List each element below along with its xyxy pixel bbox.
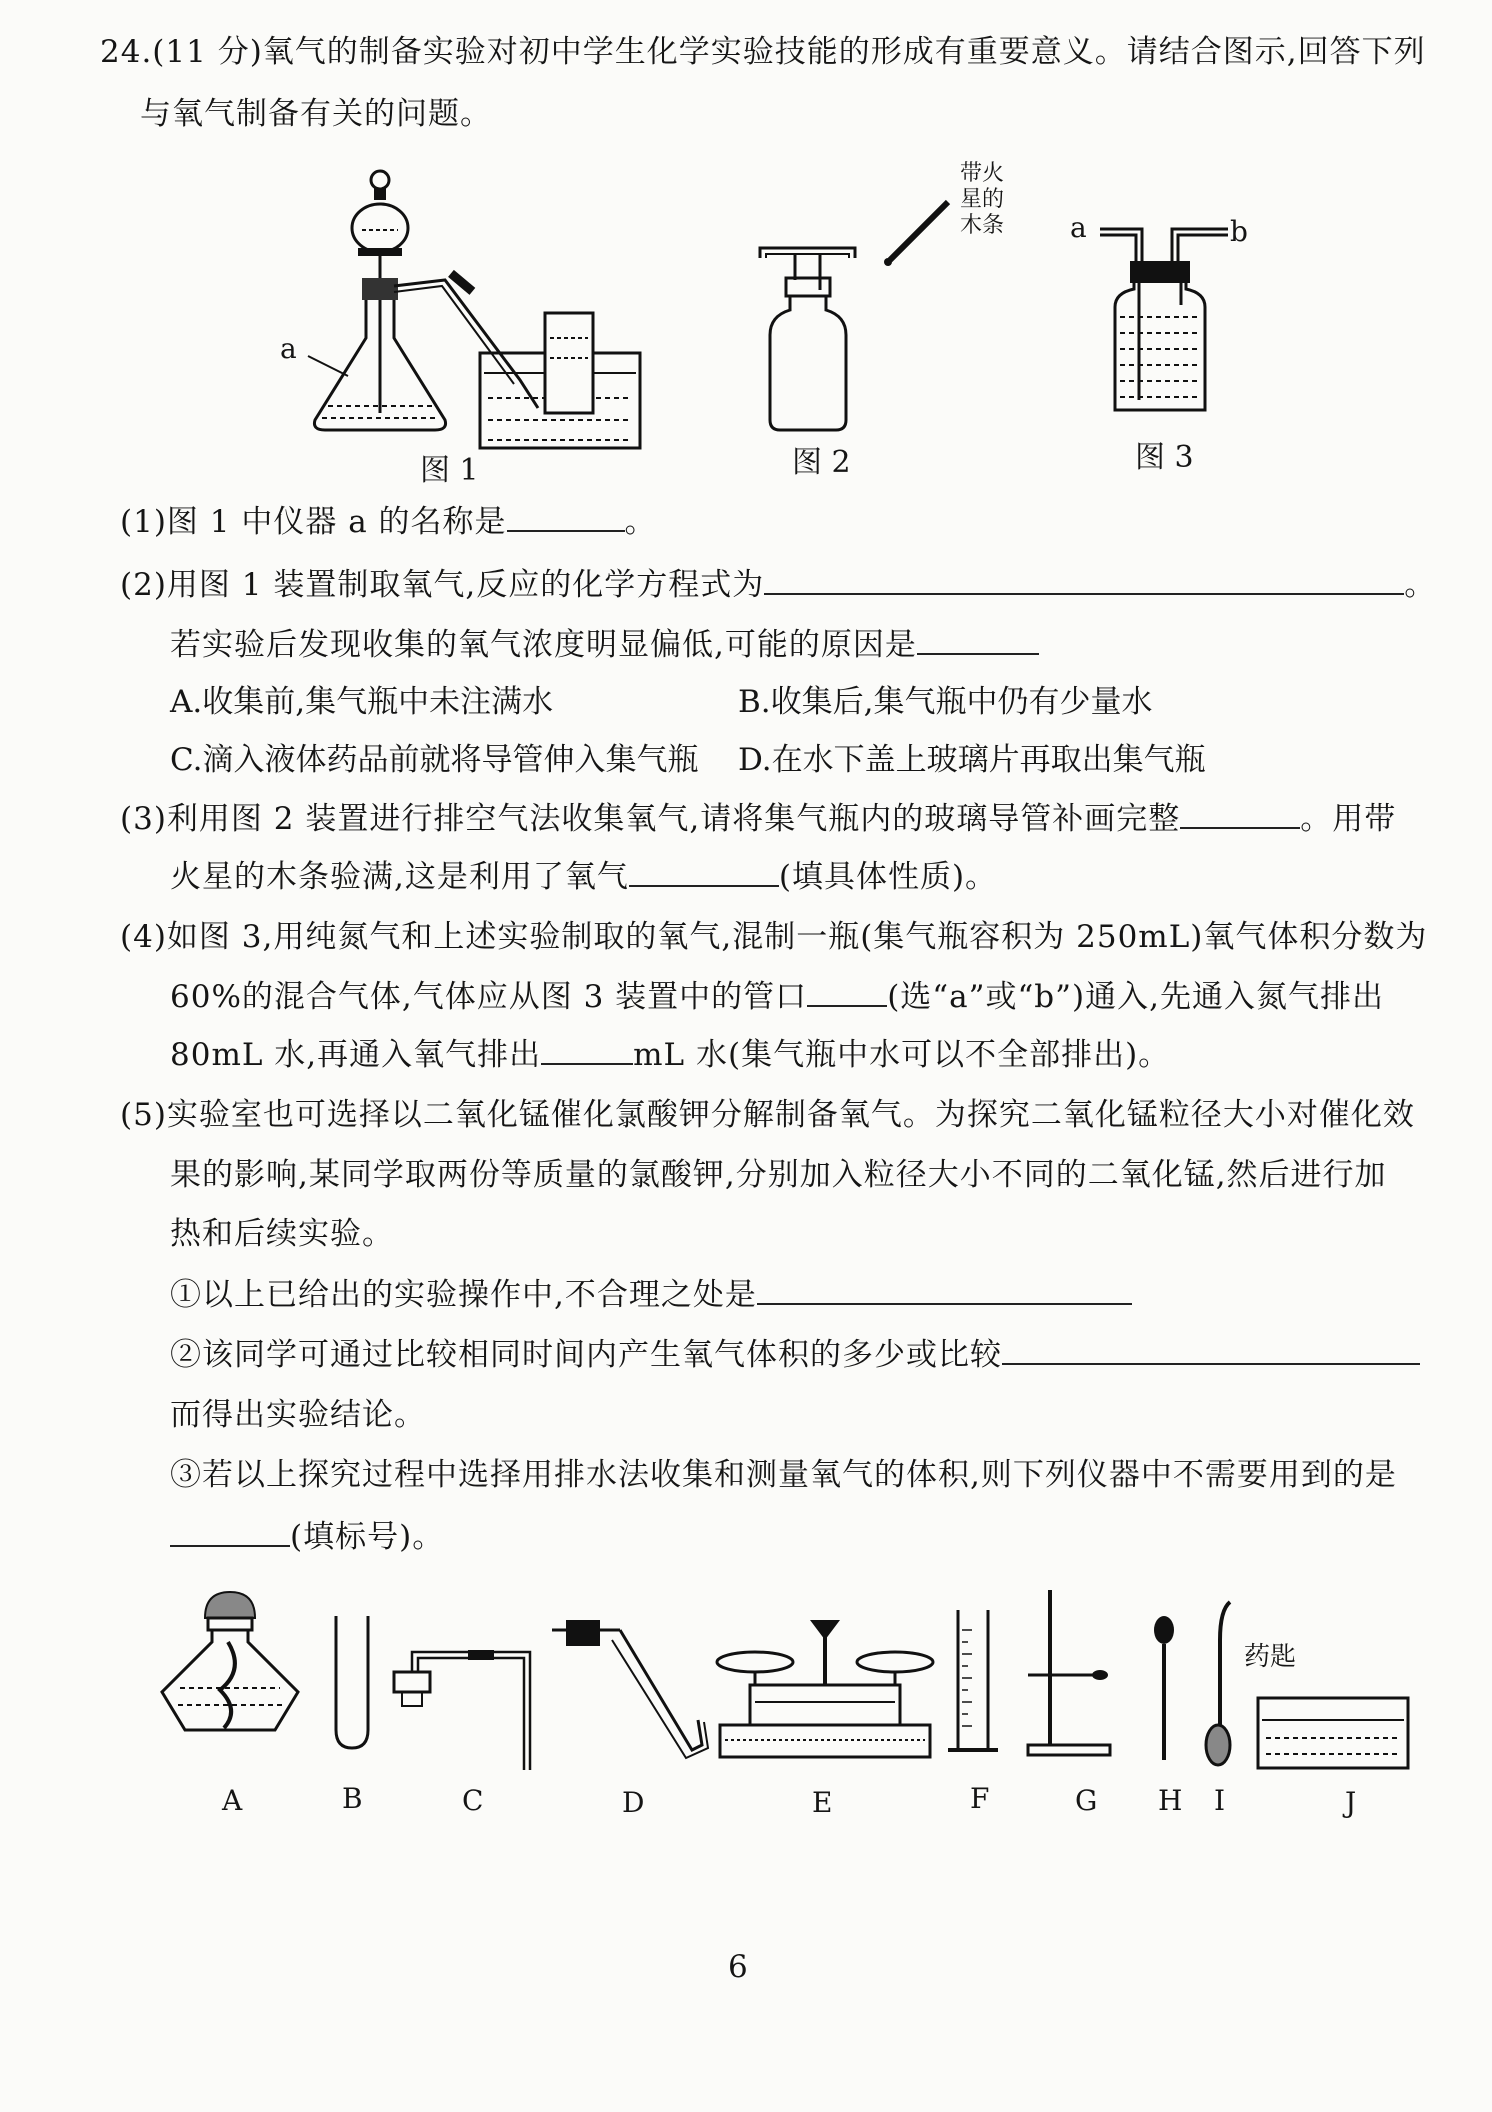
option-d: D.在水下盖上玻璃片再取出集气瓶 [738,742,1206,778]
question-2-reason-text: 若实验后发现收集的氧气浓度明显偏低,可能的原因是 [170,627,917,663]
question-1-text: (1)图 1 中仪器 a 的名称是 [120,504,507,540]
question-4-line-2-text: 60%的混合气体,气体应从图 3 装置中的管口 [170,979,808,1015]
question-3-property-blank[interactable] [629,855,779,887]
question-4-volume-blank[interactable] [541,1033,633,1065]
question-4-line-3-after: mL 水(集气瓶中水可以不全部排出)。 [633,1037,1171,1073]
figure-3-label-b: b [1230,215,1248,248]
page-number: 6 [728,1949,749,1985]
question-4-line-3-text: 80mL 水,再通入氧气排出 [170,1037,542,1073]
instrument-label-f: F [970,1782,990,1815]
question-5-line-1: (5)实验室也可选择以二氧化锰催化氯酸钾分解制备氧气。为探究二氧化锰粒径大小对催化效 [120,1097,1415,1133]
question-1-blank[interactable] [507,500,625,532]
spatula-icon [1206,1602,1296,1765]
question-5-line-2: 果的影响,某同学取两份等质量的氯酸钾,分别加入粒径大小不同的二氧化锰,然后进行加 [170,1157,1387,1193]
spatula-note: 药匙 [1244,1642,1297,1672]
test-tube-icon [336,1616,368,1748]
question-4-line-2-after: (选“a”或“b”)通入,先通入氮气排出 [887,979,1384,1015]
question-3-text: (3)利用图 2 装置进行排空气法收集氧气,请将集气瓶内的玻璃导管补画完整 [120,801,1181,837]
question-5-sub-1-text: ①以上已给出的实验操作中,不合理之处是 [170,1277,757,1313]
question-5-sub-3-text: (填标号)。 [290,1519,445,1555]
instrument-label-i: I [1214,1784,1226,1817]
question-4-line-1: (4)如图 3,用纯氮气和上述实验制取的氧气,混制一瓶(集气瓶容积为 250mL)氧气体积分数为 [120,919,1428,955]
question-5-sub-1 [170,1273,1132,1317]
question-2-equation-blank[interactable] [764,563,1404,595]
question-4-line-3 [170,1033,1170,1077]
iron-stand-icon [1028,1590,1110,1755]
question-2-line-2 [170,623,1039,667]
question-3-line-2-text: 火星的木条验满,这是利用了氧气 [170,859,629,895]
balance-icon [717,1620,933,1757]
figure-2-note-2: 星的 [960,187,1005,212]
question-5-sub-1-blank[interactable] [757,1273,1132,1305]
graduated-cylinder-icon [948,1610,998,1750]
question-4-inlet-blank[interactable] [807,975,887,1007]
instrument-label-b: B [342,1782,363,1815]
instrument-label-a: A [222,1784,243,1817]
question-5-sub-2-blank[interactable] [1002,1333,1420,1365]
figure-3 [1060,205,1260,479]
question-2-reason-blank[interactable] [917,623,1039,655]
figure-1-label-a: a [280,332,297,365]
figure-2-caption: 图 2 [792,445,851,480]
question-1-period: 。 [624,504,657,540]
question-3-draw-blank[interactable] [1180,797,1300,829]
instrument-label-c: C [462,1784,484,1817]
water-trough-icon [1258,1698,1408,1768]
question-5-sub-3: ③若以上探究过程中选择用排水法收集和测量氧气的体积,则下列仪器中不需要用到的是 [170,1457,1397,1493]
instrument-label-h: H [1158,1784,1183,1817]
delivery-tube-d-icon [552,1620,708,1758]
question-2-period: 。 [1404,567,1437,603]
figure-2-note-1: 带火 [960,161,1005,186]
question-1 [120,500,657,544]
instrument-row [150,1580,1430,1824]
instrument-label-d: D [622,1786,645,1819]
figure-1-caption: 图 1 [420,453,479,488]
instrument-label-e: E [812,1786,833,1819]
figure-2 [740,150,1060,484]
question-3-line-2-after: (填具体性质)。 [778,859,998,895]
figure-2-note-3: 木条 [960,213,1005,238]
instrument-label-j: J [1345,1786,1357,1819]
question-2-text: (2)用图 1 装置制取氧气,反应的化学方程式为 [120,567,765,603]
question-2 [120,563,1436,607]
option-b: B.收集后,集气瓶中仍有少量水 [738,684,1153,720]
question-header-line-1: 24.(11 分)氧气的制备实验对初中学生化学实验技能的形成有重要意义。请结合图示,回答下列 [100,34,1426,70]
figure-3-label-a: a [1070,211,1087,244]
delivery-tube-c-icon [394,1650,530,1770]
option-a: A.收集前,集气瓶中未注满水 [170,684,554,720]
question-4-line-2 [170,975,1384,1019]
question-5-sub-2-text: ②该同学可通过比较相同时间内产生氧气体积的多少或比较 [170,1337,1002,1373]
question-5-sub-2 [170,1333,1420,1377]
question-3-line-2 [170,855,997,899]
alcohol-lamp-icon [162,1592,298,1730]
question-5-sub-3-blank[interactable] [170,1515,290,1547]
question-5-line-3: 热和后续实验。 [170,1216,394,1252]
option-c: C.滴入液体药品前就将导管伸入集气瓶 [170,742,699,778]
question-header-line-2: 与氧气制备有关的问题。 [140,96,492,132]
question-3-text-after: 。用带 [1300,801,1397,837]
instrument-label-g: G [1075,1784,1098,1817]
figure-1 [270,158,650,492]
figure-3-caption: 图 3 [1135,440,1194,475]
question-3 [120,797,1396,841]
question-5-sub-3-line-2 [170,1515,444,1559]
question-5-sub-2-line-2: 而得出实验结论。 [170,1397,426,1433]
dropper-icon [1154,1616,1174,1760]
